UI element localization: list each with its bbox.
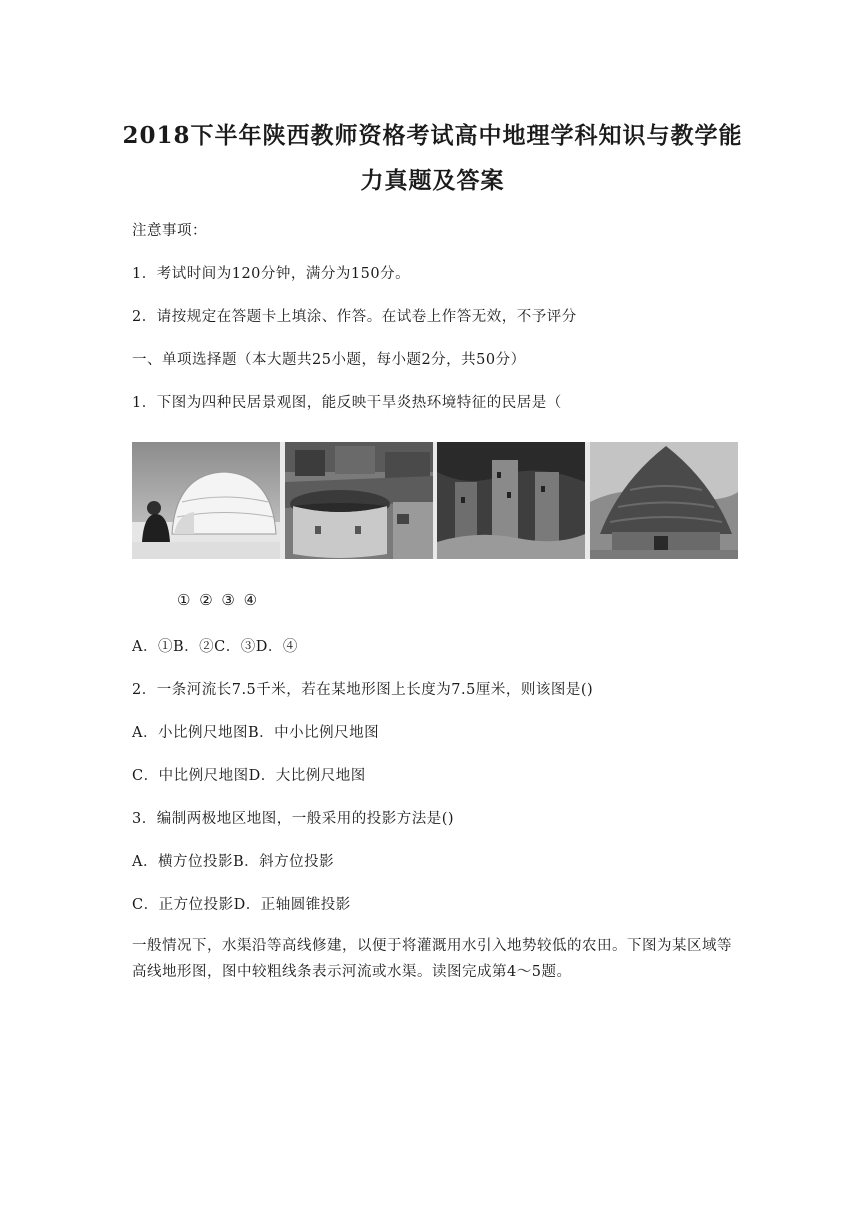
document-title-line-2: 力真题及答案 <box>360 167 505 194</box>
round-earth-building-photo <box>285 442 434 559</box>
question-1-options: A．①B．②C．③D．④ <box>132 639 298 655</box>
section-heading: 一、单项选择题（本大题共25小题，每小题2分，共50分） <box>132 352 526 368</box>
notice-item-2: 2．请按规定在答题卡上填涂、作答。在试卷上作答无效，不予评分 <box>132 309 577 325</box>
question-3-options-cd: C．正方位投影D．正轴圆锥投影 <box>132 897 351 913</box>
question-2-options-cd: C．中比例尺地图D．大比例尺地图 <box>132 768 366 784</box>
photo-numbers: ① ② ③ ④ <box>177 591 260 609</box>
question-3-stem: 3．编制两极地区地图，一般采用的投影方法是() <box>132 811 455 827</box>
question-1-stem: 1．下图为四种民居景观图，能反映干旱炎热环境特征的民居是（ <box>132 395 562 411</box>
question-4-5-intro: 一般情况下，水渠沿等高线修建，以便于将灌溉用水引入地势较低的农田。下图为某区域等高线地形图，图中较粗线条表示河流或水渠。读图完成第4～5题。 <box>132 938 732 980</box>
notice-item-1: 1．考试时间为120分钟，满分为150分。 <box>132 266 411 282</box>
thatched-hut-photo <box>590 442 739 559</box>
notice-heading: 注意事项： <box>132 223 207 239</box>
dwelling-photos <box>132 442 738 559</box>
question-2-stem: 2．一条河流长7.5千米，若在某地形图上长度为7.5厘米，则该图是() <box>132 682 594 698</box>
stone-tower-photo <box>437 442 586 559</box>
igloo-photo <box>132 442 281 559</box>
document-title-line-1: 2018下半年陕西教师资格考试高中地理学科知识与教学能 <box>122 122 743 149</box>
question-2-options-ab: A．小比例尺地图B．中小比例尺地图 <box>132 725 380 741</box>
question-3-options-ab: A．横方位投影B．斜方位投影 <box>132 854 335 870</box>
